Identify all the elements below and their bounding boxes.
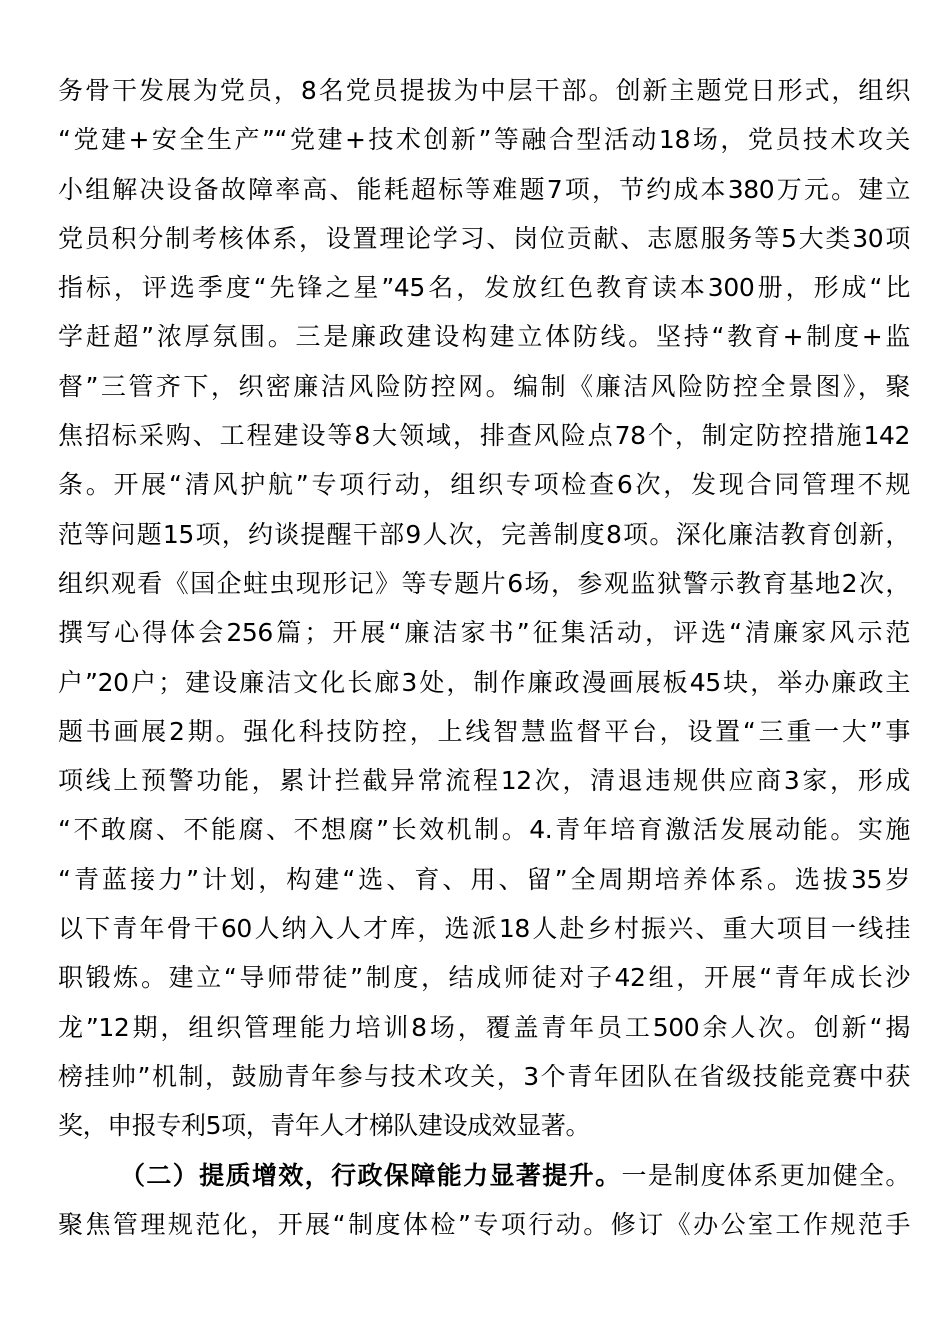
body-line-9: 条。开展“清风护航”专项行动，组织专项检查6次，发现合同管理不规 [58,470,910,500]
section-heading-line [58,1151,910,1200]
section-heading-rest: 一是制度体系更加健全。 [621,1160,910,1190]
body-line-12: 撰写心得体会256篇；开展“廉洁家书”征集活动，评选“清廉家风示范 [58,618,910,648]
section-heading: （二）提质增效，行政保障能力显著提升。 [120,1160,622,1190]
body-line-19: 职锻炼。建立“导师带徒”制度，结成师徒对子42组，开展“青年成长沙 [58,963,910,993]
body-line-3: 小组解决设备故障率高、能耗超标等难题7项，节约成本380万元。建立 [58,174,910,204]
body-line-22: 奖，申报专利5项，青年人才梯队建设成效显著。 [58,1111,591,1141]
document-body [58,66,910,1249]
body-line-11: 组织观看《国企蛀虫现形记》等专题片6场，参观监狱警示教育基地2次， [58,568,910,598]
body-line-16: “不敢腐、不能腐、不想腐”长效机制。4.青年培育激活发展动能。实施 [58,815,910,845]
body-line-6: 学赶超”浓厚氛围。三是廉政建设构建立体防线。坚持“教育+制度+监 [58,322,910,352]
body-line-17: “青蓝接力”计划，构建“选、育、用、留”全周期培养体系。选拔35岁 [58,864,910,894]
body-line-4: 党员积分制考核体系，设置理论学习、岗位贡献、志愿服务等5大类30项 [58,223,910,253]
body-line-2: “党建+安全生产”“党建+技术创新”等融合型活动18场，党员技术攻关 [58,125,910,155]
body-line-21: 榜挂帅”机制，鼓励青年参与技术攻关，3个青年团队在省级技能竞赛中获 [58,1061,910,1091]
body-line-15: 项线上预警功能，累计拦截异常流程12次，清退违规供应商3家，形成 [58,766,910,796]
body-line-7: 督”三管齐下，织密廉洁风险防控网。编制《廉洁风险防控全景图》，聚 [58,371,910,401]
body-line-20: 龙”12期，组织管理能力培训8场，覆盖青年员工500余人次。创新“揭 [58,1012,910,1042]
body-line-18: 以下青年骨干60人纳入人才库，选派18人赴乡村振兴、重大项目一线挂 [58,914,910,944]
body-line-8: 焦招标采购、工程建设等8大领域，排查风险点78个，制定防控措施142 [58,421,910,451]
body-line-13: 户”20户；建设廉洁文化长廊3处，制作廉政漫画展板45块，举办廉政主 [58,667,910,697]
body-line-1: 务骨干发展为党员，8名党员提拔为中层干部。创新主题党日形式，组织 [58,76,910,105]
body-line-10: 范等问题15项，约谈提醒干部9人次，完善制度8项。深化廉洁教育创新， [58,519,910,549]
section-line-1: 聚焦管理规范化，开展“制度体检”专项行动。修订《办公室工作规范手 [58,1209,910,1239]
body-line-14: 题书画展2期。强化科技防控，上线智慧监督平台，设置“三重一大”事 [58,716,910,746]
body-line-5: 指标，评选季度“先锋之星”45名，发放红色教育读本300册，形成“比 [58,273,910,303]
